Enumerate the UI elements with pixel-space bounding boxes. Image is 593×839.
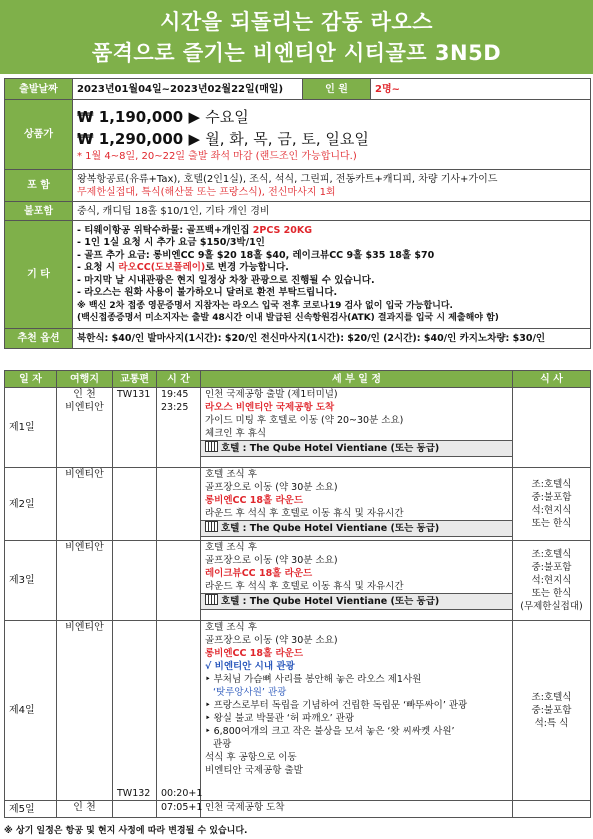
departure-label: 출발날짜 bbox=[5, 79, 73, 100]
detail-line: ‣ 부처님 가슴뼈 사리를 봉안해 놓은 라오스 제1사원 bbox=[205, 674, 422, 685]
header-meal: 식 사 bbox=[513, 371, 591, 388]
hotel-icon bbox=[205, 594, 218, 605]
hotel-line bbox=[201, 440, 512, 457]
etc-highlight: 2PCS 20KG bbox=[252, 224, 313, 236]
header-place: 여행지 bbox=[57, 371, 113, 388]
price-amount-2: ₩ 1,290,000 bbox=[77, 130, 184, 148]
hotel-text: 호텔 : The Qube Hotel Vientiane (또는 동급) bbox=[221, 596, 440, 607]
detail-line: ‣ 프랑스로부터 독립을 기념하여 건립한 독립문 ‘빠뚜싸이’ 관광 bbox=[205, 700, 468, 711]
hotel-icon bbox=[205, 441, 218, 452]
detail-line: 인천 국제공항 도착 bbox=[205, 802, 285, 813]
detail-line: 골프장으로 이동 (약 30분 소요) bbox=[205, 482, 338, 493]
etc-highlight: 라오CC(도보폴레이) bbox=[118, 262, 206, 273]
detail-line: 호텔 조식 후 bbox=[205, 469, 257, 480]
table-row bbox=[5, 801, 591, 818]
etc-text: ※ 백신 2차 접종 영문증명서 지참자는 라오스 입국 전후 코로나19 검사 없이 입국 가능합니다. bbox=[77, 300, 453, 311]
hotel-line bbox=[201, 593, 512, 610]
transport-cell: TW131 bbox=[113, 388, 157, 468]
header-transport: 교통편 bbox=[113, 371, 157, 388]
detail-line: 관광 bbox=[213, 739, 232, 750]
detail-line: 롱비엔CC 18홀 라운드 bbox=[205, 648, 304, 659]
detail-line: 라운드 후 석식 후 호텔로 이동 휴식 및 자유시간 bbox=[205, 508, 404, 519]
detail-line: 골프장으로 이동 (약 30분 소요) bbox=[205, 555, 338, 566]
departure-value: 2023년01월04일~2023년02월22일(매일) bbox=[73, 79, 303, 100]
price-days-1: 수요일 bbox=[205, 108, 249, 126]
place-cell: 비엔티안 bbox=[57, 541, 113, 621]
etc-cell bbox=[73, 221, 591, 329]
day-cell: 제3일 bbox=[5, 541, 57, 621]
header-day: 일 자 bbox=[5, 371, 57, 388]
table-row bbox=[5, 541, 591, 621]
etc-text: - 골프 추가 요금: 롱비엔CC 9홀 $20 18홀 $40, 레이크뷰CC 9홀 $35 18홀 $70 bbox=[77, 249, 435, 261]
day-cell: 제4일 bbox=[5, 621, 57, 801]
table-row bbox=[5, 388, 591, 468]
header-time: 시 간 bbox=[157, 371, 201, 388]
table-row bbox=[5, 468, 591, 541]
detail-cell bbox=[201, 468, 513, 541]
include-line2: 무제한실접대, 특식(해산물 또는 프랑스식), 전신마사지 1회 bbox=[77, 186, 336, 198]
etc-line bbox=[77, 250, 586, 263]
meal-cell: 조:호텔식 중:불포함 석:특 식 bbox=[513, 621, 591, 801]
detail-line: 롱비엔CC 18홀 라운드 bbox=[205, 495, 304, 506]
detail-line: ‘탓루앙사원’ 관광 bbox=[213, 687, 287, 698]
hotel-text: 호텔 : The Qube Hotel Vientiane (또는 동급) bbox=[221, 443, 440, 454]
banner-title-line1: 시간을 되돌리는 감동 라오스 bbox=[160, 10, 433, 34]
schedule-table bbox=[4, 370, 591, 818]
meal-cell bbox=[513, 801, 591, 818]
detail-cell bbox=[201, 388, 513, 468]
day-cell: 제5일 bbox=[5, 801, 57, 818]
detail-cell bbox=[201, 621, 513, 801]
detail-cell bbox=[201, 541, 513, 621]
footer-note: ※ 상기 일정은 항공 및 현지 사정에 따라 변경될 수 있습니다. bbox=[4, 826, 248, 836]
day-cell: 제2일 bbox=[5, 468, 57, 541]
detail-line: 골프장으로 이동 (약 30분 소요) bbox=[205, 635, 338, 646]
banner-title-line2: 품격으로 즐기는 비엔티안 시티골프 3N5D bbox=[91, 41, 502, 65]
etc-text: 로 변경 가능합니다. bbox=[205, 262, 289, 273]
exclude-label: 불포함 bbox=[5, 202, 73, 221]
option-value: 북한식: $40/인 발마사지(1시간): $20/인 전신마사지(1시간): $20/인 (2시간): $40/인 카지노차량: $30/인 bbox=[73, 329, 591, 349]
etc-line bbox=[77, 287, 586, 300]
place-cell: 인 천 비엔티안 bbox=[57, 388, 113, 468]
etc-text: - 마지막 날 시내관광은 현지 일정상 차창 관광으로 진행될 수 있습니다. bbox=[77, 274, 375, 286]
price-cell bbox=[73, 100, 591, 170]
place-cell: 비엔티안 bbox=[57, 468, 113, 541]
detail-line: ‣ 왕실 불교 박물관 ‘허 파깨오’ 관광 bbox=[205, 713, 355, 724]
hotel-icon bbox=[205, 521, 218, 532]
detail-line: 호텔 조식 후 bbox=[205, 622, 257, 633]
detail-cell bbox=[201, 801, 513, 818]
time-cell bbox=[157, 468, 201, 541]
time-cell bbox=[157, 541, 201, 621]
etc-text: (백신접종증명서 미소지자는 출발 48시간 이내 발급된 신속항원검사(ATK) 결과지를 입국 시 제출해야 함) bbox=[77, 313, 499, 323]
price-label: 상품가 bbox=[5, 100, 73, 170]
price-days-2: 월, 화, 목, 금, 토, 일요일 bbox=[205, 130, 369, 148]
time-cell: 19:45 23:25 bbox=[157, 388, 201, 468]
price-row-2 bbox=[77, 128, 586, 150]
detail-line: 레이크뷰CC 18홀 라운드 bbox=[205, 568, 313, 579]
detail-line: 비엔티안 국제공항 출발 bbox=[205, 765, 303, 776]
detail-line: 체크인 후 휴식 bbox=[205, 428, 267, 439]
arrow-icon: ▶ bbox=[188, 130, 201, 148]
meal-cell bbox=[513, 388, 591, 468]
include-cell bbox=[73, 170, 591, 202]
price-note: * 1월 4~8일, 20~22일 출발 좌석 마감 (랜드조인 가능합니다.) bbox=[77, 151, 357, 162]
etc-line bbox=[77, 237, 586, 250]
detail-line: 가이드 미팅 후 호텔로 이동 (약 20~30분 소요) bbox=[205, 415, 404, 426]
include-line1: 왕복항공료(유류+Tax), 호텔(2인1실), 조식, 석식, 그린피, 전동카트+캐디피, 차량 기사+가이드 bbox=[77, 173, 498, 185]
people-value: 2명~ bbox=[371, 79, 591, 100]
etc-line bbox=[77, 275, 586, 288]
detail-line: 석식 후 공항으로 이동 bbox=[205, 752, 297, 763]
hotel-text: 호텔 : The Qube Hotel Vientiane (또는 동급) bbox=[221, 523, 440, 534]
meal-cell: 조:호텔식 중:불포함 석:현지식 또는 한식 bbox=[513, 468, 591, 541]
transport-cell: TW132 bbox=[113, 621, 157, 801]
etc-line bbox=[77, 312, 586, 325]
place-cell: 인 천 bbox=[57, 801, 113, 818]
transport-cell bbox=[113, 468, 157, 541]
arrow-icon: ▶ bbox=[188, 108, 201, 126]
transport-cell bbox=[113, 801, 157, 818]
hotel-line bbox=[201, 520, 512, 537]
detail-line: 호텔 조식 후 bbox=[205, 542, 257, 553]
detail-line: 라오스 비엔티안 국제공항 도착 bbox=[205, 402, 335, 413]
include-label: 포 함 bbox=[5, 170, 73, 202]
detail-line: 인천 국제공항 출발 (제1터미널) bbox=[205, 389, 338, 400]
etc-text: - 티웨이항공 위탁수하물: 골프백+개인집 bbox=[77, 224, 253, 236]
detail-line: ‣ 6,800여개의 크고 작은 불상을 모셔 놓은 ‘왓 씨싸켓 사원’ bbox=[205, 726, 455, 737]
etc-label: 기 타 bbox=[5, 221, 73, 329]
detail-line: √ 비엔티안 시내 관광 bbox=[205, 661, 295, 672]
etc-text: - 1인 1실 요청 시 추가 요금 $150/3박/1인 bbox=[77, 237, 265, 248]
title-banner bbox=[0, 0, 593, 74]
time-cell: 00:20+1 bbox=[157, 621, 201, 801]
etc-line bbox=[77, 262, 586, 275]
header-detail: 세 부 일 정 bbox=[201, 371, 513, 388]
transport-cell bbox=[113, 541, 157, 621]
people-label: 인 원 bbox=[303, 79, 371, 100]
day-cell: 제1일 bbox=[5, 388, 57, 468]
etc-line bbox=[77, 300, 586, 313]
info-table bbox=[4, 78, 591, 349]
etc-text: - 라오스는 원화 사용이 불가하오니 달러로 환전 부탁드립니다. bbox=[77, 287, 338, 298]
detail-line: 라운드 후 석식 후 호텔로 이동 휴식 및 자유시간 bbox=[205, 581, 404, 592]
time-cell: 07:05+1 bbox=[157, 801, 201, 818]
exclude-value: 중식, 캐디팁 18홀 $10/1인, 기타 개인 경비 bbox=[73, 202, 591, 221]
option-label: 추천 옵션 bbox=[5, 329, 73, 349]
place-cell: 비엔티안 bbox=[57, 621, 113, 801]
meal-cell: 조:호텔식 중:불포함 석:현지식 또는 한식 (무제한실접대) bbox=[513, 541, 591, 621]
price-row-1 bbox=[77, 106, 586, 128]
table-row bbox=[5, 621, 591, 801]
price-amount-1: ₩ 1,190,000 bbox=[77, 108, 184, 126]
etc-line bbox=[77, 225, 586, 238]
etc-text: - 요청 시 bbox=[77, 262, 119, 273]
